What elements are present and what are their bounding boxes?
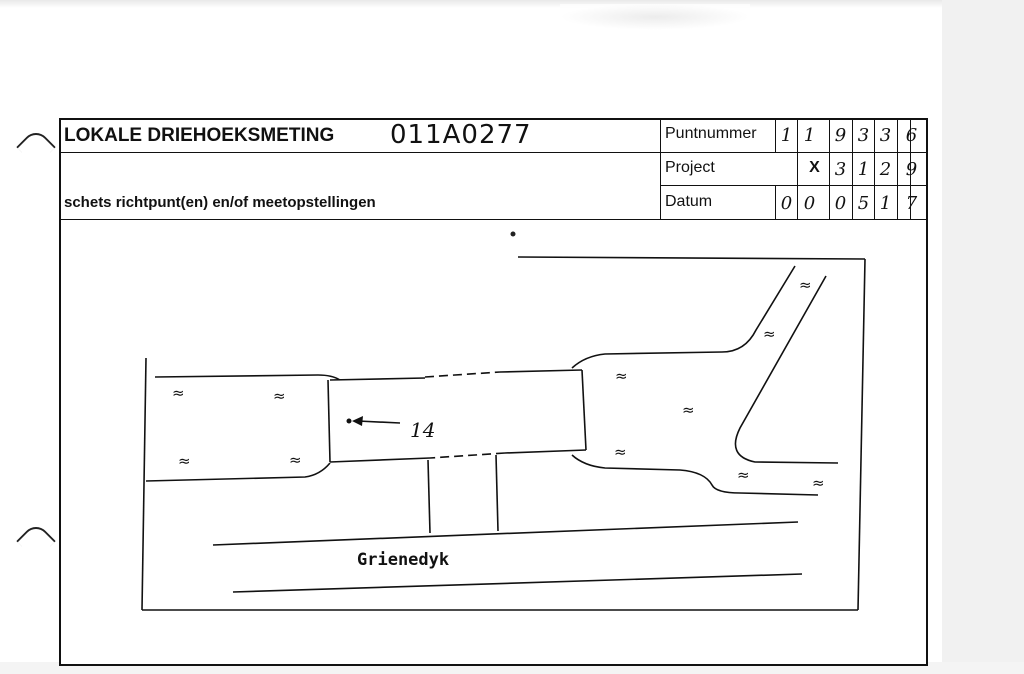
side-channel-inner-bank [735,276,838,463]
bridge-right-edge [582,370,586,450]
water-symbol: ≈ [682,401,695,419]
bridge-bottom-right [505,450,586,453]
water-symbol: ≈ [799,276,812,294]
form-subtitle: schets richtpunt(en) en/of meetopstellingen [64,194,376,211]
bridge-support-left [428,460,430,533]
left-channel-bottom-bank [146,463,330,481]
datum-digit: 5 [857,193,870,214]
road-name-label: Grienedyk [357,550,450,570]
project-digit: 1 [857,159,870,180]
right-channel-top-bank [572,266,795,368]
sketch-frame-top [518,257,865,259]
datum-digit: 0 [780,193,793,214]
road-upper-edge [213,522,798,545]
scan-dot [511,232,516,237]
survey-point-marker [347,419,352,424]
bridge-bottom-dashed [430,453,505,458]
datum-label: Datum [665,193,713,210]
left-channel-top-bank [155,375,340,380]
project-label: Project [665,159,715,176]
water-symbol: ≈ [812,474,825,492]
water-symbol: ≈ [763,325,776,343]
point-code: 011A0277 [390,120,532,150]
datum-digit: 0 [803,193,816,214]
bridge-support-right [496,455,498,531]
point-arrow-head [352,416,363,426]
form-title: LOKALE DRIEHOEKSMETING [64,125,335,146]
water-symbol: ≈ [614,443,627,461]
survey-point-label: 14 [410,418,436,442]
project-digit: 9 [905,159,918,180]
point-arrow [358,421,400,423]
datum-digit: 1 [879,193,892,214]
project-mark: X [809,159,820,176]
water-symbol: ≈ [615,367,628,385]
puntnummer-digit: 1 [780,125,793,146]
bridge-left-edge [328,380,330,462]
puntnummer-digit: 3 [857,125,870,146]
road-lower-edge [233,574,802,592]
project-digit: 2 [879,159,892,180]
bridge-bottom-left [330,458,430,462]
sketch-frame-right [858,259,865,610]
water-symbol: ≈ [273,387,286,405]
bridge-top-edge-dashed [425,372,500,377]
right-channel-bottom-bank [572,455,818,495]
bridge-top-edge-end [500,370,582,372]
puntnummer-digit: 1 [803,125,816,146]
puntnummer-digit: 9 [834,125,847,146]
puntnummer-label: Puntnummer [665,125,757,142]
water-symbol: ≈ [289,451,302,469]
water-symbols [172,276,825,492]
water-symbol: ≈ [172,384,185,402]
water-symbol: ≈ [737,466,750,484]
puntnummer-digit: 6 [905,125,918,146]
sketch-frame-left [142,358,146,610]
water-symbol: ≈ [178,452,191,470]
puntnummer-digit: 3 [879,125,892,146]
bridge-top-edge [330,378,425,380]
datum-digit: 0 [834,193,847,214]
datum-digit: 7 [905,193,918,214]
project-digit: 3 [834,159,847,180]
